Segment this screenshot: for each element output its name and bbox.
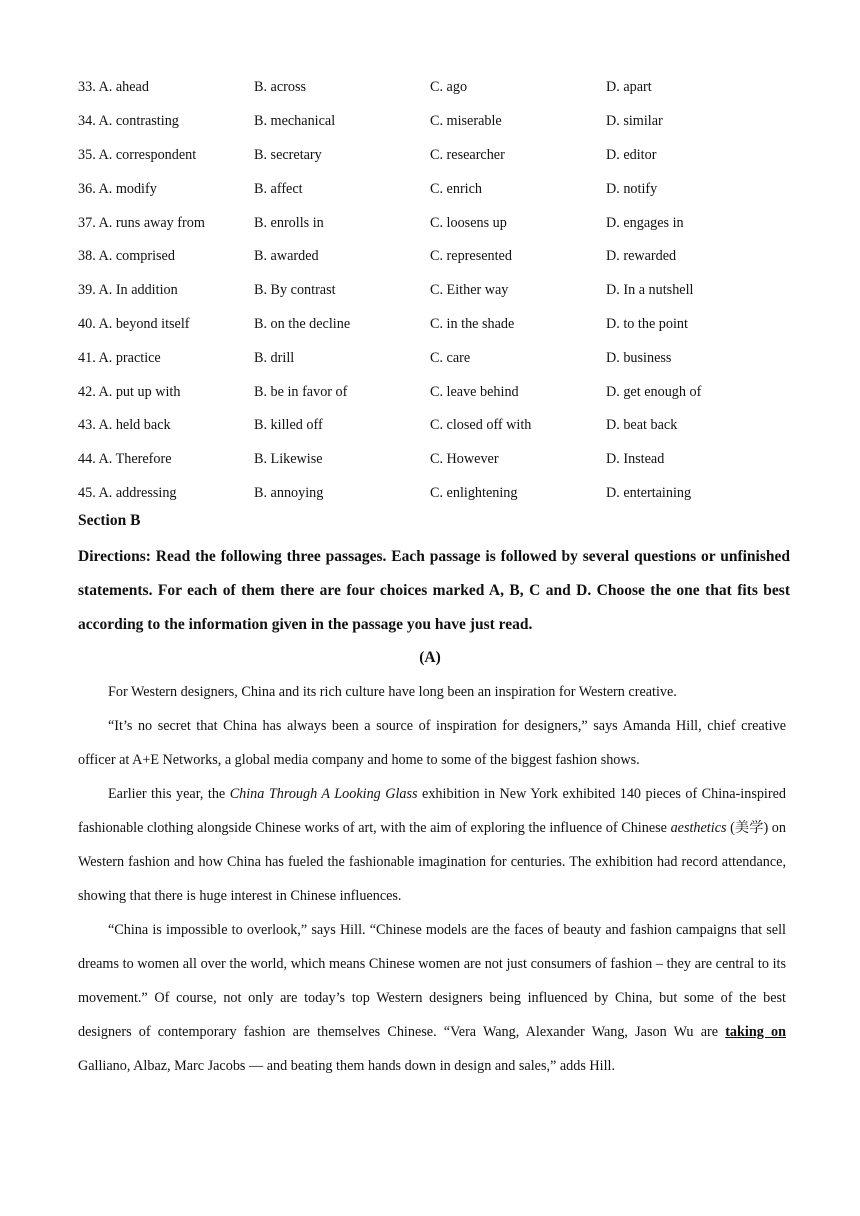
option-d: D. entertaining: [606, 484, 692, 501]
question-row: [78, 477, 788, 511]
option-a: 43. A. held back: [78, 417, 171, 434]
option-d: D. beat back: [606, 417, 678, 434]
option-b: B. By contrast: [254, 282, 336, 299]
paragraph-2: “It’s no secret that China has always been a source of inspiration for designers,” says Amanda Hill, chief creative officer at A+E Networks, a global media company and home to some of the biggest fashion shows.: [78, 718, 786, 768]
question-row: [78, 308, 788, 342]
option-a: 34. A. contrasting: [78, 113, 179, 130]
option-b: B. enrolls in: [254, 214, 324, 231]
passage-a: [78, 675, 786, 1083]
option-a: 36. A. modify: [78, 180, 157, 197]
directions-text: Directions: Read the following three passages. Each passage is followed by several questions or unfinished statements. For each of them there are four choices marked A, B, C and D. Choose the one that fits best according to the information given in the passage you have just read.: [78, 548, 790, 633]
option-a: 37. A. runs away from: [78, 214, 205, 231]
question-row: [78, 172, 788, 206]
option-c: C. enlightening: [430, 484, 518, 501]
option-b: B. secretary: [254, 146, 322, 163]
option-a: 38. A. comprised: [78, 248, 175, 265]
section-title: Section B: [78, 512, 141, 529]
option-d: D. get enough of: [606, 383, 702, 400]
option-c: C. enrich: [430, 180, 483, 197]
question-row: [78, 375, 788, 409]
paragraph-4-part-a: “China is impossible to overlook,” says Hill. “Chinese models are the faces of beauty and fashion campaigns that sell dreams to women all over the world, which means Chinese women are not just consumers of fashion – they are central to its movement.” Of course, not only are today’s top Western designers being influenced by China, but some of the best designers of contemporary fashion are themselves Chinese. “Vera Wang, Alexander Wang, Jason Wu are: [78, 922, 786, 1040]
option-a: 40. A. beyond itself: [78, 315, 190, 332]
option-c: C. loosens up: [430, 214, 507, 231]
option-b: B. on the decline: [254, 315, 351, 332]
option-a: 45. A. addressing: [78, 484, 177, 501]
question-row: [78, 105, 788, 139]
option-c: C. researcher: [430, 146, 505, 163]
paragraph-3-part-c: (美学) on Western fashion and how China has fueled the fashionable imagination for centuries. The exhibition had record attendance, showing that there is huge interest in Chinese influences.: [78, 820, 786, 904]
passage-label: (A): [419, 649, 441, 666]
option-b: B. affect: [254, 180, 303, 197]
paragraph-3: [78, 777, 786, 913]
option-d: D. to the point: [606, 315, 688, 332]
option-b: B. killed off: [254, 417, 323, 434]
paragraph-3-part-a: Earlier this year, the: [108, 786, 230, 802]
question-row: [78, 139, 788, 173]
paragraph-4: [78, 913, 786, 1083]
question-row: [78, 240, 788, 274]
option-d: D. rewarded: [606, 248, 677, 265]
option-d: D. notify: [606, 180, 658, 197]
option-b: B. be in favor of: [254, 383, 348, 400]
option-b: B. awarded: [254, 248, 319, 265]
option-d: D. Instead: [606, 451, 665, 468]
question-row: [78, 341, 788, 375]
option-d: D. business: [606, 349, 672, 366]
aesthetics-term: aesthetics: [670, 820, 727, 836]
exhibition-title: China Through A Looking Glass: [229, 786, 418, 802]
option-a: 42. A. put up with: [78, 383, 181, 400]
option-c: C. in the shade: [430, 315, 515, 332]
option-a: 35. A. correspondent: [78, 146, 197, 163]
option-a: 33. A. ahead: [78, 79, 149, 96]
option-d: D. In a nutshell: [606, 282, 694, 299]
answer-options-table: [78, 71, 788, 510]
question-row: [78, 409, 788, 443]
option-a: 41. A. practice: [78, 349, 161, 366]
option-c: C. However: [430, 451, 499, 468]
option-c: C. care: [430, 349, 471, 366]
question-row: [78, 206, 788, 240]
question-row: [78, 274, 788, 308]
option-c: C. miserable: [430, 113, 502, 130]
option-d: D. apart: [606, 79, 652, 96]
option-d: D. engages in: [606, 214, 684, 231]
option-a: 44. A. Therefore: [78, 451, 172, 468]
option-b: B. mechanical: [254, 113, 336, 130]
option-b: B. annoying: [254, 484, 324, 501]
underlined-phrase: taking on: [725, 1024, 786, 1040]
paragraph-4-part-b: Galliano, Albaz, Marc Jacobs — and beating them hands down in design and sales,” adds Hill.: [78, 1058, 616, 1074]
option-a: 39. A. In addition: [78, 282, 178, 299]
option-d: D. similar: [606, 113, 663, 130]
option-c: C. Either way: [430, 282, 509, 299]
option-b: B. across: [254, 79, 307, 96]
option-b: B. drill: [254, 349, 295, 366]
option-c: C. leave behind: [430, 383, 519, 400]
option-c: C. closed off with: [430, 417, 532, 434]
paragraph-1: For Western designers, China and its rich culture have long been an inspiration for Western creative.: [108, 684, 677, 700]
option-d: D. editor: [606, 146, 657, 163]
question-row: [78, 443, 788, 477]
question-row: [78, 71, 788, 105]
option-b: B. Likewise: [254, 451, 323, 468]
paragraph-3-part-b: exhibition in New York exhibited 140 pieces of China-inspired fashionable clothing alongside Chinese works of art, with the aim of exploring the influence of Chinese: [78, 786, 786, 836]
option-c: C. represented: [430, 248, 512, 265]
option-c: C. ago: [430, 79, 468, 96]
